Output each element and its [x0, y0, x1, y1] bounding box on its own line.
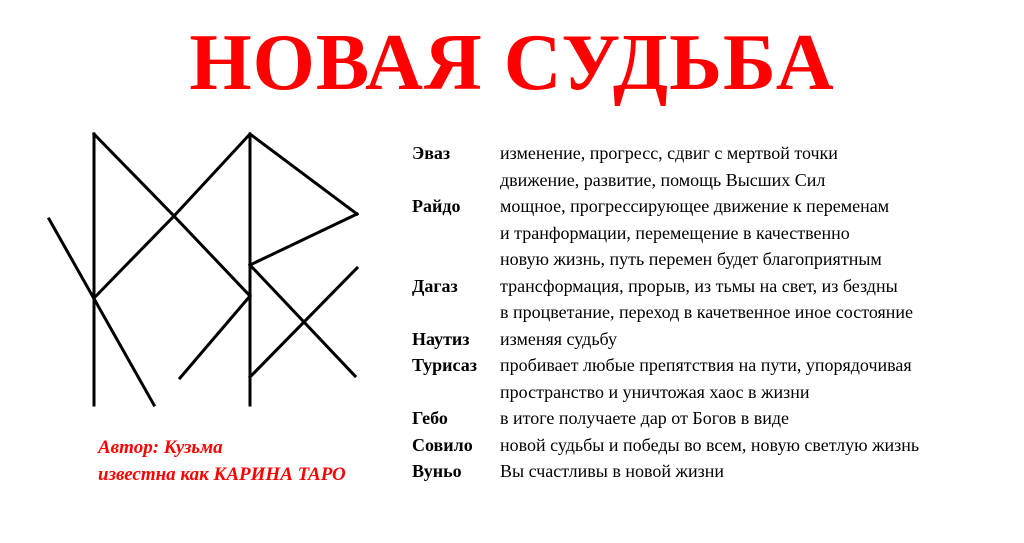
rune-description: изменяя судьбу — [500, 328, 618, 349]
stave-line — [180, 296, 250, 378]
rune-description: изменение, прогресс, сдвиг с мертвой точки — [500, 143, 838, 163]
author-credit — [98, 434, 346, 488]
rune-description: пространство и уничтожая хаос в жизни — [500, 381, 810, 402]
stave-line — [49, 219, 154, 405]
rune-name: Совило — [412, 434, 473, 455]
page-title: НОВАЯ СУДЬБА — [189, 19, 835, 107]
stave-line — [250, 214, 357, 265]
stave-line — [174, 216, 250, 296]
rune-name: Наутиз — [412, 328, 470, 349]
rune-description: в итоге получаете дар от Богов в виде — [500, 408, 789, 428]
rune-name: Вуньо — [412, 461, 462, 481]
stave-line — [94, 216, 174, 298]
rune-description: в процветание, переход в качетвенное иное состояние — [500, 302, 914, 322]
rune-description: движение, развитие, помощь Высших Сил — [500, 169, 826, 190]
rune-name: Эваз — [412, 143, 451, 163]
rune-description: и транформации, перемещение в качественно — [500, 222, 850, 243]
rune-name: Дагаз — [412, 275, 458, 296]
rune-description: Вы счастливы в новой жизни — [500, 461, 724, 481]
rune-name: Райдо — [412, 196, 461, 216]
stave-line — [94, 134, 174, 216]
rune-description: новой судьбы и победы во всем, новую светлую жизнь — [500, 434, 920, 455]
stave-line — [250, 134, 357, 214]
rune-name: Турисаз — [412, 355, 477, 375]
author-line: известна как КАРИНА ТАРО — [98, 464, 346, 485]
rune-description: трансформация, прорыв, из тьмы на свет, из бездны — [500, 275, 898, 296]
rune-description: пробивает любые препятствия на пути, упорядочивая — [500, 355, 912, 375]
rune-description: новую жизнь, путь перемен будет благоприятным — [500, 249, 882, 269]
rune-description: мощное, прогрессирующее движение к переменам — [500, 196, 890, 216]
author-line: Автор: Кузьма — [98, 437, 223, 458]
stave-line — [174, 134, 250, 216]
rune-name: Гебо — [412, 408, 448, 428]
